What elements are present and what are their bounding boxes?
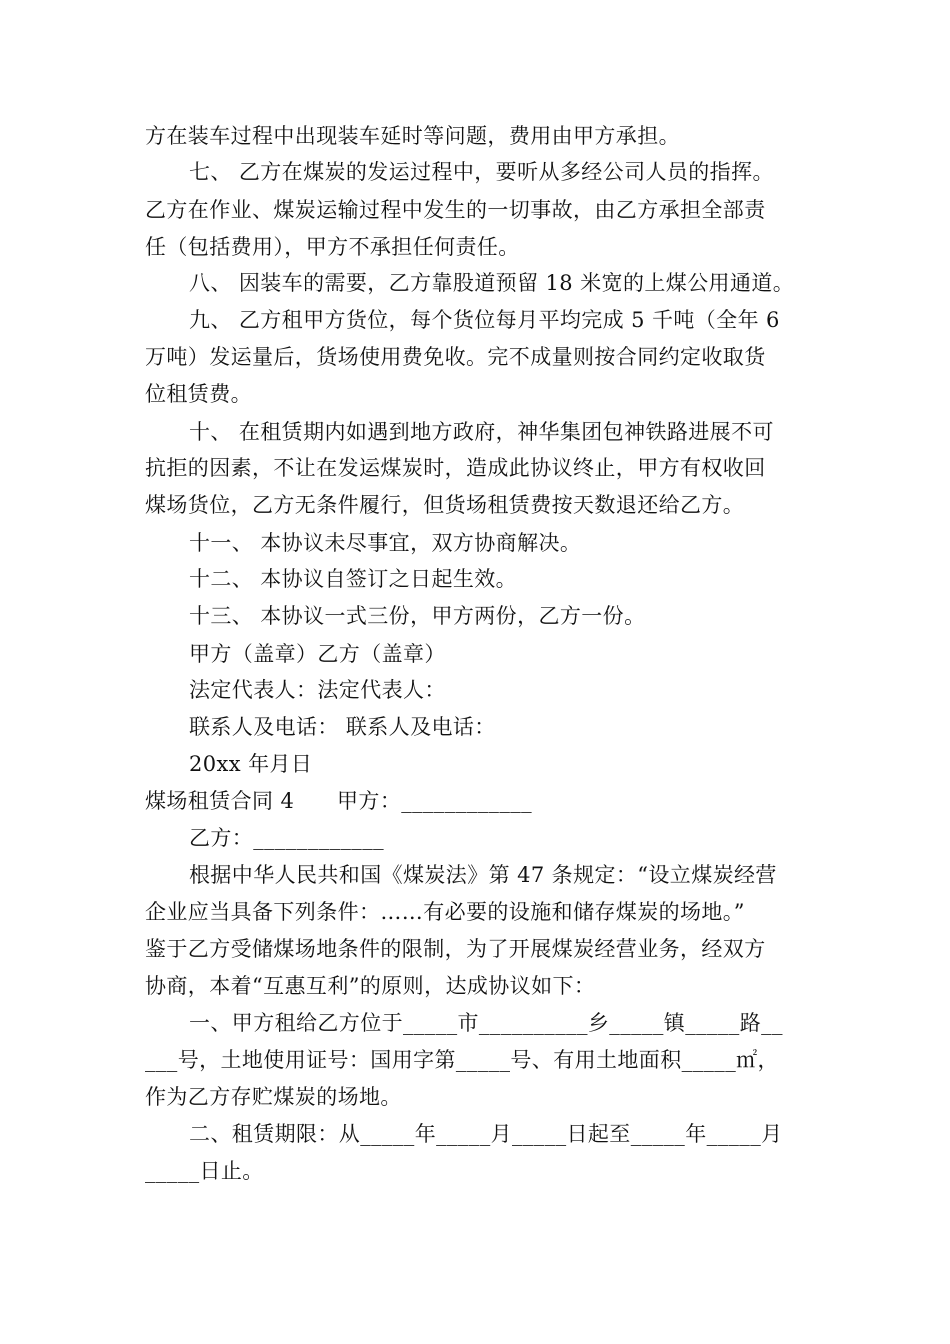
text-line: 任（包括费用），甲方不承担任何责任。 [145, 235, 520, 259]
text-line: 乙方在作业、煤炭运输过程中发生的一切事故，由乙方承担全部责 [145, 198, 766, 222]
text-line: 甲方（盖章）乙方（盖章） [189, 642, 446, 666]
text-line: 协商，本着“互惠互利”的原则，达成协议如下： [145, 974, 596, 998]
text-line: 煤场租赁合同 4 甲方：____________ [145, 789, 533, 813]
text-line: 20xx 年月日 [189, 752, 313, 776]
text-line: 一、甲方租给乙方位于_____市__________乡_____镇_____路__ [189, 1011, 783, 1035]
text-line: 鉴于乙方受储煤场地条件的限制，为了开展煤炭经营业务，经双方 [145, 937, 766, 961]
text-line: 万吨）发运量后，货场使用费免收。完不成量则按合同约定收取货 [145, 345, 766, 369]
text-line: 乙方：____________ [189, 826, 384, 850]
text-line: 二、租赁期限：从_____年_____月_____日起至_____年_____月 [189, 1122, 783, 1146]
text-line: 七、 乙方在煤炭的发运过程中，要听从多经公司人员的指挥。 [189, 160, 774, 184]
text-line: 抗拒的因素，不让在发运煤炭时，造成此协议终止，甲方有权收回 [145, 456, 766, 480]
text-line: 十、 在租赁期内如遇到地方政府，神华集团包神铁路进展不可 [189, 420, 774, 444]
text-line: 十二、 本协议自签订之日起生效。 [189, 567, 518, 591]
text-line: 八、 因装车的需要，乙方靠股道预留 18 米宽的上煤公用通道。 [189, 271, 795, 295]
text-line: 法定代表人：法定代表人： [189, 678, 446, 702]
text-line: 位租赁费。 [145, 382, 252, 406]
text-line: 作为乙方存贮煤炭的场地。 [145, 1085, 402, 1109]
text-line: 企业应当具备下列条件：……有必要的设施和储存煤炭的场地。” [145, 900, 745, 924]
text-line: ___号，土地使用证号：国用字第_____号、有用土地面积_____㎡， [145, 1048, 779, 1072]
text-line: 煤场货位，乙方无条件履行，但货场租赁费按天数退还给乙方。 [145, 493, 745, 517]
text-line: 根据中华人民共和国《煤炭法》第 47 条规定：“设立煤炭经营 [189, 863, 777, 887]
text-line: 方在装车过程中出现装车延时等问题，费用由甲方承担。 [145, 124, 680, 148]
text-line: 十一、 本协议未尽事宜，双方协商解决。 [189, 531, 582, 555]
text-line: 九、 乙方租甲方货位，每个货位每月平均完成 5 千吨（全年 6 [189, 308, 780, 332]
text-line: 联系人及电话： 联系人及电话： [189, 715, 496, 739]
text-line: _____日止。 [145, 1159, 264, 1183]
text-line: 十三、 本协议一式三份，甲方两份，乙方一份。 [189, 604, 646, 628]
